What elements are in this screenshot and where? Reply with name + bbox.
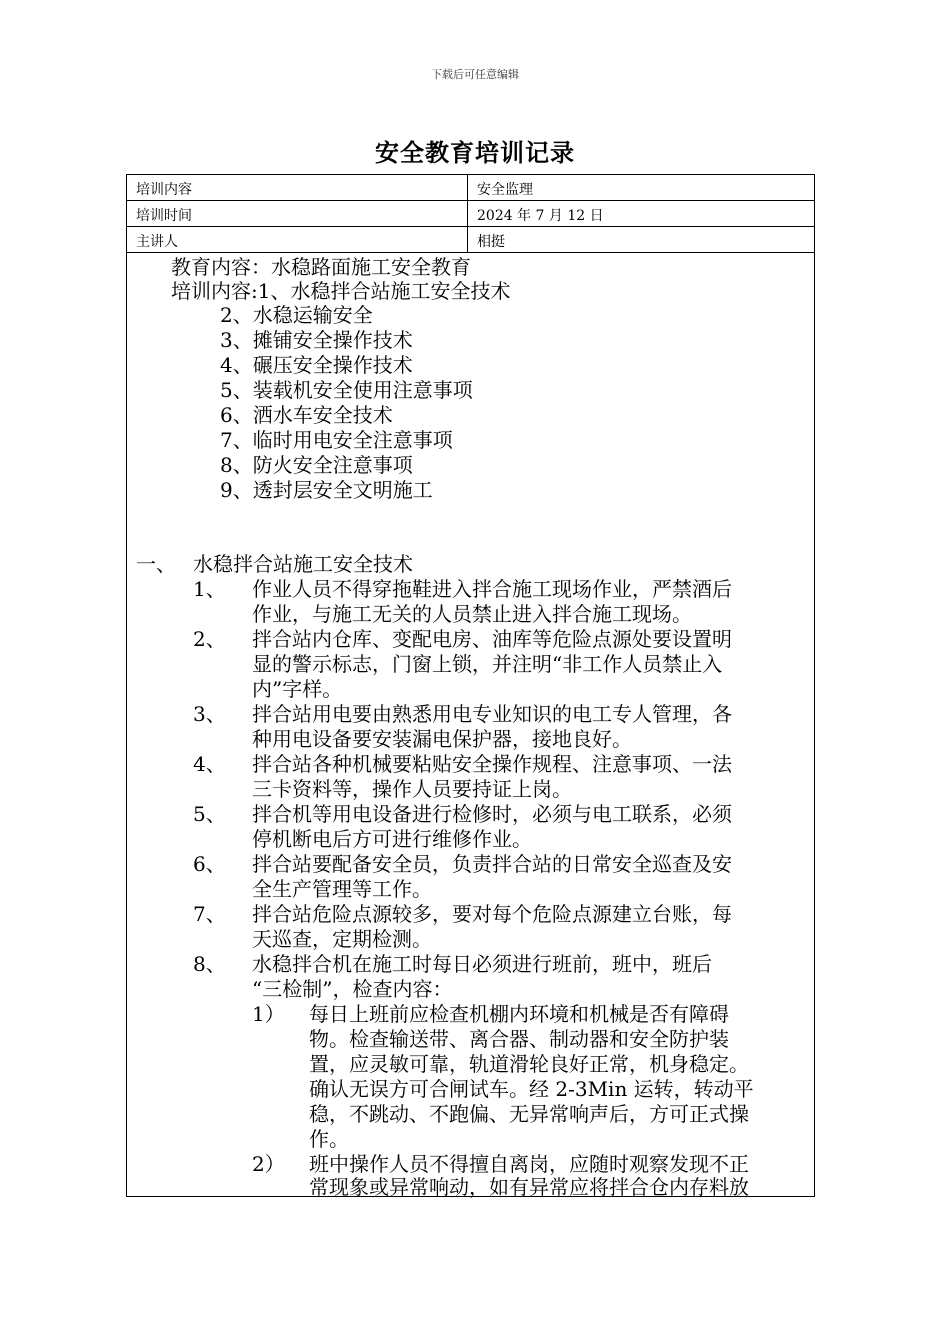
training-item: 7、临时用电安全注意事项 — [220, 428, 453, 452]
page-title: 安全教育培训记录 — [375, 138, 575, 167]
record-table — [126, 174, 815, 1197]
subitem-line: 物。检查输送带、离合器、制动器和安全防护装 — [309, 1027, 729, 1051]
item-number: 6、 — [193, 852, 226, 876]
training-item: 5、装载机安全使用注意事项 — [220, 378, 473, 402]
subitem-line: 确认无误方可合闸试车。经 2-3Min 运转，转动平 — [309, 1077, 754, 1101]
training-intro: 培训内容:1、水稳拌合站施工安全技术 — [171, 279, 511, 303]
item-number: 8、 — [193, 952, 226, 976]
education-content: 教育内容：水稳路面施工安全教育 — [171, 255, 471, 279]
item-line: 停机断电后方可进行维修作业。 — [252, 827, 532, 851]
subitem-number: 2） — [252, 1152, 285, 1176]
subitem-line: 作。 — [309, 1127, 349, 1151]
item-line: 拌合站用电要由熟悉用电专业知识的电工专人管理，各 — [252, 702, 732, 726]
item-line: 显的警示标志，门窗上锁，并注明“非工作人员禁止入 — [252, 652, 723, 676]
item-line: 三卡资料等，操作人员要持证上岗。 — [252, 777, 572, 801]
item-line: 天巡查，定期检测。 — [252, 927, 432, 951]
info-value: 相挺 — [477, 234, 505, 250]
item-line: “三检制”，检查内容： — [252, 977, 453, 1001]
info-value: 安全监理 — [477, 182, 533, 198]
info-row-speaker — [127, 227, 814, 253]
subitem-line: 稳，不跳动、不跑偏、无异常响声后，方可正式操 — [309, 1102, 749, 1126]
item-line: 水稳拌合机在施工时每日必须进行班前，班中，班后 — [252, 952, 712, 976]
training-item: 8、防火安全注意事项 — [220, 453, 413, 477]
section-number: 一、 — [136, 552, 176, 576]
item-number: 4、 — [193, 752, 226, 776]
item-line: 作业，与施工无关的人员禁止进入拌合施工现场。 — [252, 602, 692, 626]
training-item: 6、洒水车安全技术 — [220, 403, 393, 427]
subitem-line: 置，应灵敏可靠，轨道滑轮良好正常，机身稳定。 — [309, 1052, 749, 1076]
item-number: 5、 — [193, 802, 226, 826]
info-value: 2024 年 7 月 12 日 — [477, 208, 604, 224]
training-item: 2、水稳运输安全 — [220, 303, 373, 327]
item-line: 全生产管理等工作。 — [252, 877, 432, 901]
item-number: 7、 — [193, 902, 226, 926]
info-row-time — [127, 201, 814, 227]
training-item: 9、透封层安全文明施工 — [220, 478, 433, 502]
training-item: 4、碾压安全操作技术 — [220, 353, 413, 377]
subitem-line: 每日上班前应检查机棚内环境和机械是否有障碍 — [309, 1002, 729, 1026]
item-line: 拌合站危险点源较多，要对每个危险点源建立台账，每 — [252, 902, 732, 926]
section-heading: 水稳拌合站施工安全技术 — [193, 552, 413, 576]
info-row-content — [127, 175, 814, 201]
item-line: 拌合站内仓库、变配电房、油库等危险点源处要设置明 — [252, 627, 732, 651]
item-number: 1、 — [193, 577, 226, 601]
item-number: 3、 — [193, 702, 226, 726]
subitem-number: 1） — [252, 1002, 285, 1026]
column-divider — [467, 227, 468, 252]
info-label: 培训内容 — [136, 182, 192, 198]
info-label: 主讲人 — [136, 234, 178, 250]
header-note: 下载后可任意编辑 — [431, 68, 519, 81]
item-line: 作业人员不得穿拖鞋进入拌合施工现场作业，严禁酒后 — [252, 577, 732, 601]
subitem-line: 常现象或异常响动，如有异常应将拌合仓内存料放 — [309, 1175, 749, 1199]
training-item: 3、摊铺安全操作技术 — [220, 328, 413, 352]
item-line: 种用电设备要安装漏电保护器，接地良好。 — [252, 727, 632, 751]
item-line: 内”字样。 — [252, 677, 343, 701]
item-line: 拌合站要配备安全员，负责拌合站的日常安全巡查及安 — [252, 852, 732, 876]
subitem-line: 班中操作人员不得擅自离岗，应随时观察发现不正 — [309, 1152, 749, 1176]
info-label: 培训时间 — [136, 208, 192, 224]
item-number: 2、 — [193, 627, 226, 651]
column-divider — [467, 175, 468, 200]
column-divider — [467, 201, 468, 226]
item-line: 拌合机等用电设备进行检修时，必须与电工联系，必须 — [252, 802, 732, 826]
item-line: 拌合站各种机械要粘贴安全操作规程、注意事项、一法 — [252, 752, 732, 776]
